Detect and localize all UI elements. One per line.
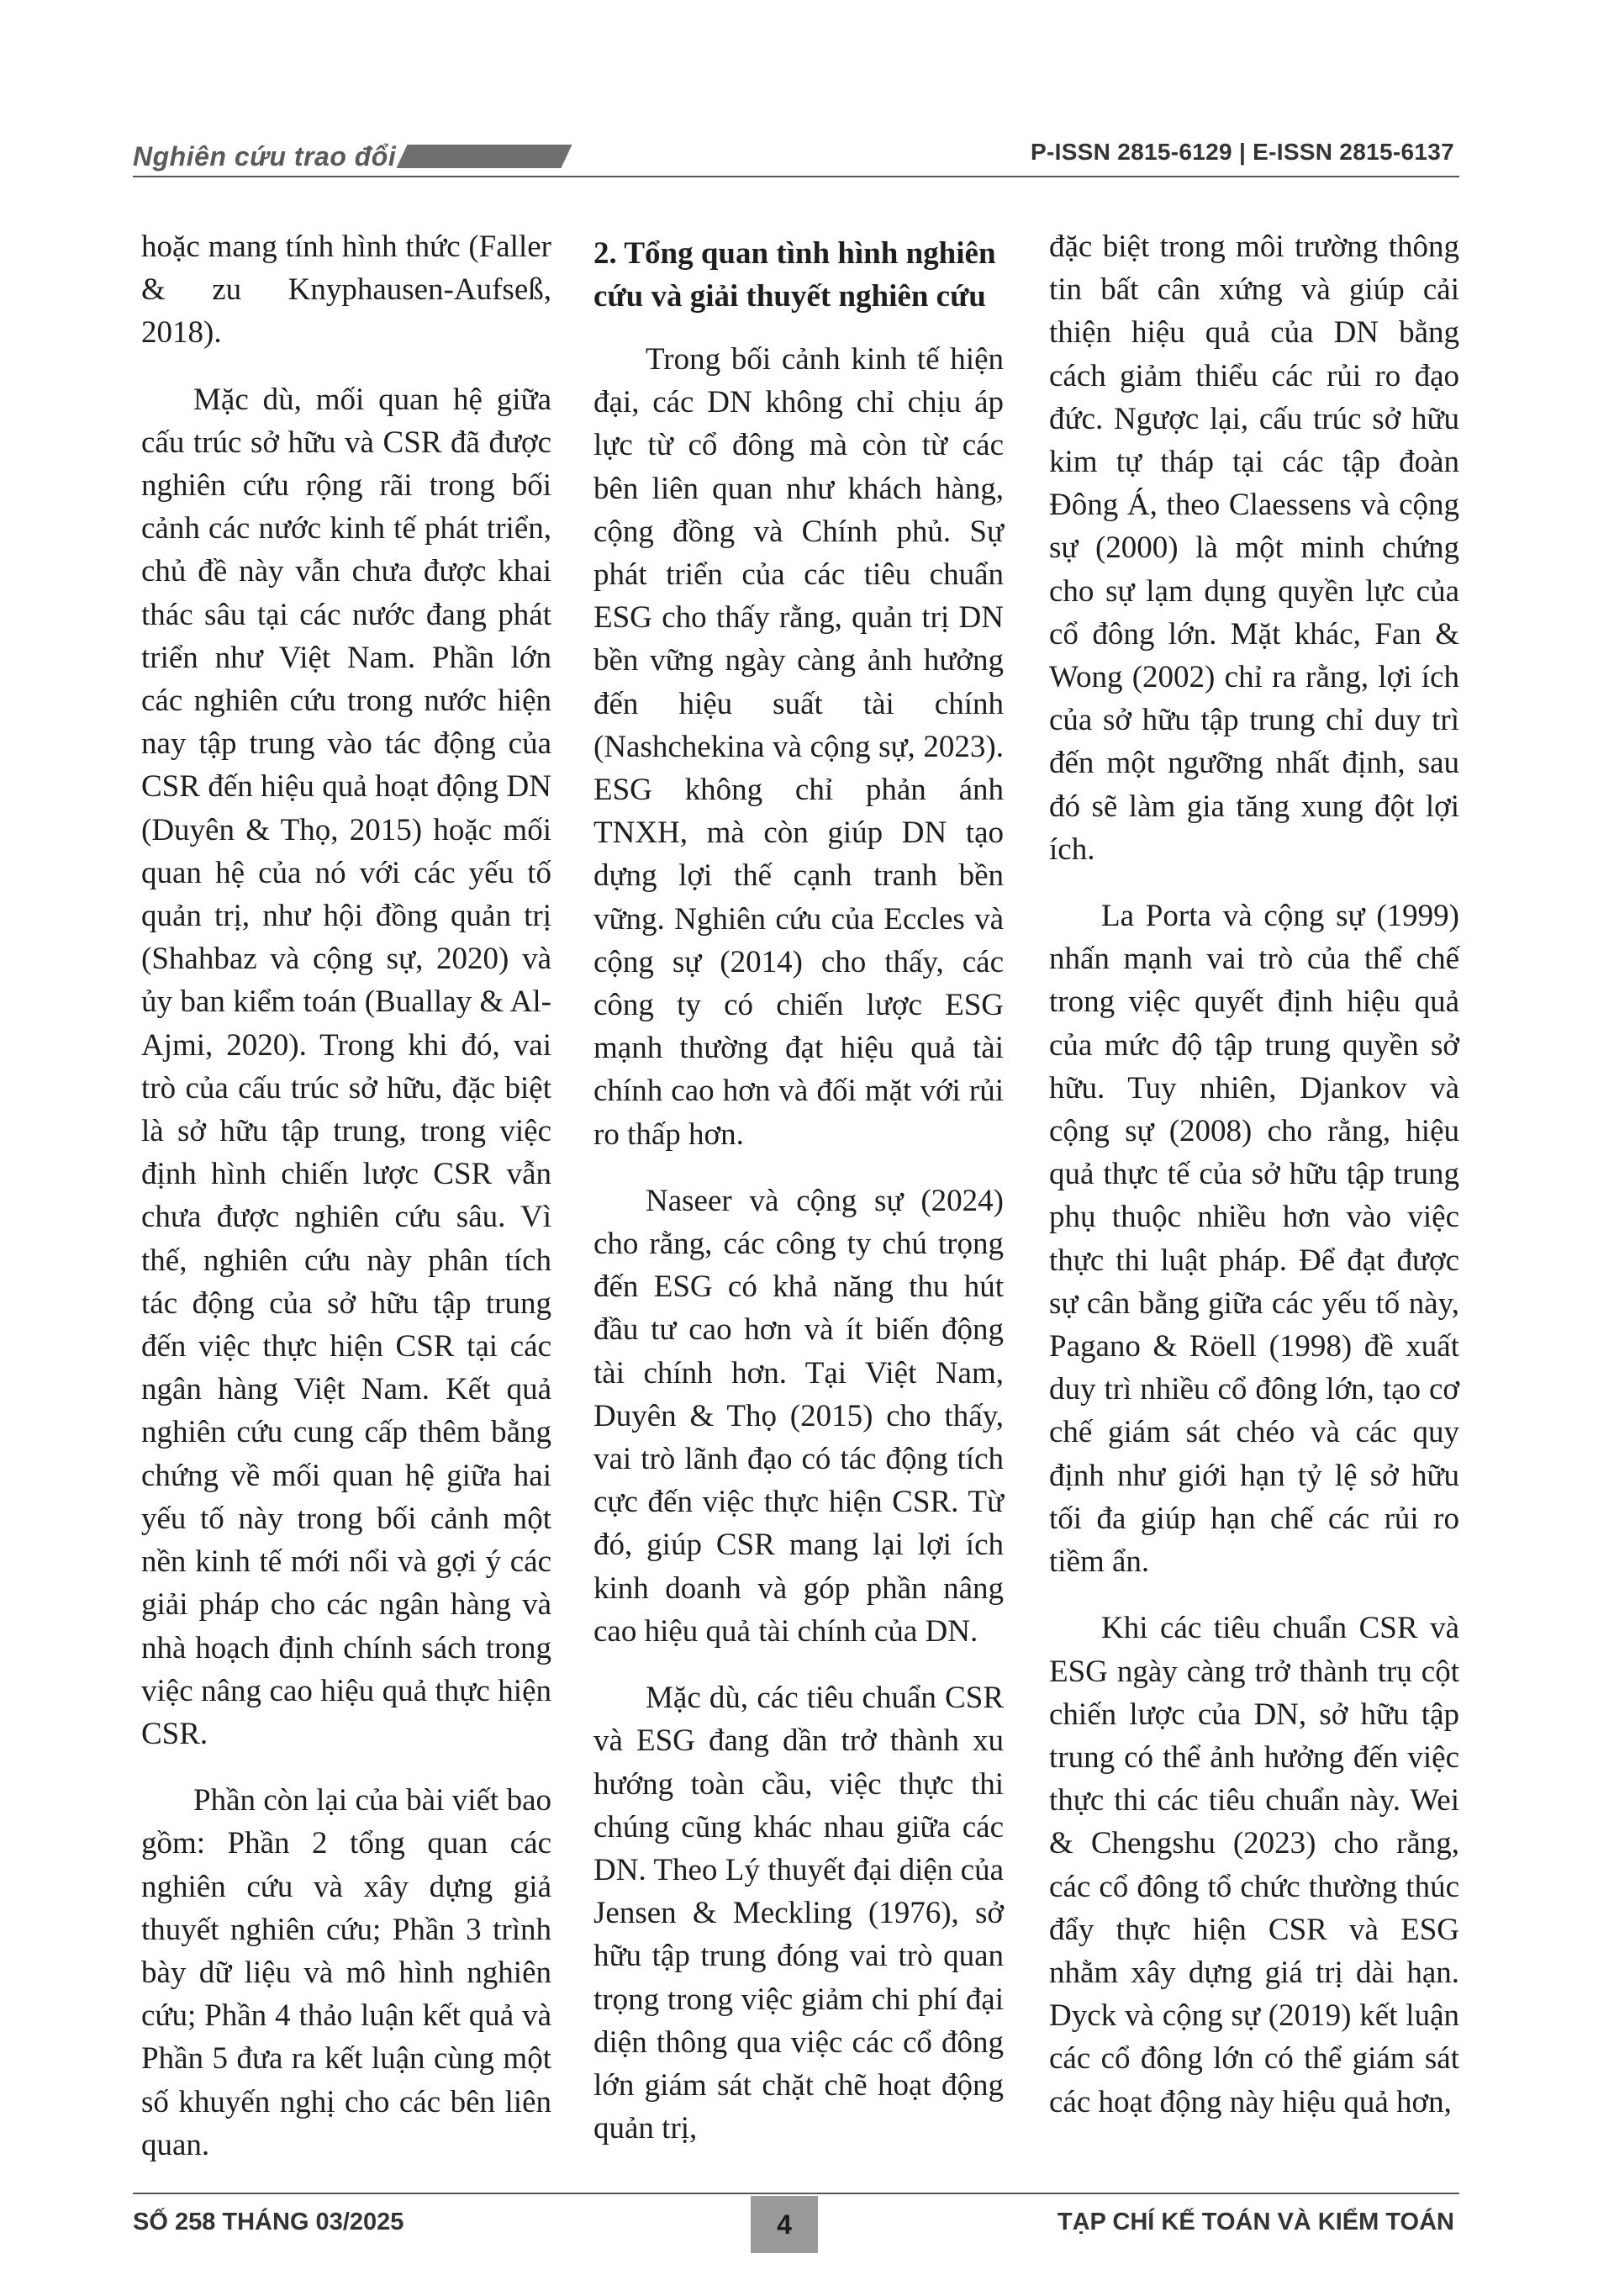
section-title: Nghiên cứu trao đổi [133,141,397,172]
issue-label: SỐ 258 THÁNG 03/2025 [133,2209,404,2235]
footer-rule [133,2193,1459,2194]
header-decorative-bar [396,145,572,168]
paragraph: Mặc dù, mối quan hệ giữa cấu trúc sở hữu và CSR đã được nghiên cứu rộng rãi trong bối cảnh các nước kinh tế phát triển, chủ đề này vẫn chưa được khai thác sâu tại các nước đang phát triển như Việt Nam. Phần lớn các nghiên cứu trong nước hiện nay tập trung vào tác động của CSR đến hiệu quả hoạt động DN (Duyên & Thọ, 2015) hoặc mối quan hệ của nó với các yếu tố quản trị, như hội đồng quản trị (Shahbaz và cộng sự, 2020) và ủy ban kiểm toán (Buallay & Al-Ajmi, 2020). Trong khi đó, vai trò của cấu trúc sở hữu, đặc biệt là sở hữu tập trung, trong việc định hình chiến lược CSR vẫn chưa được nghiên cứu sâu. Vì thế, nghiên cứu này phân tích tác động của sở hữu tập trung đến việc thực hiện CSR tại các ngân hàng Việt Nam. Kết quả nghiên cứu cung cấp thêm bằng chứng về mối quan hệ giữa hai yếu tố này trong bối cảnh một nền kinh tế mới nổi và gợi ý các giải pháp cho các ngân hàng và nhà hoạch định chính sách trong việc nâng cao hiệu quả thực hiện CSR. [141,382,551,1751]
text-column-2 [593,225,1004,2173]
text-column-3 [1049,225,1459,2147]
paragraph: Khi các tiêu chuẩn CSR và ESG ngày càng trở thành trụ cột chiến lược của DN, sở hữu tập trung có thể ảnh hưởng đến việc thực thi các tiêu chuẩn này. Wei & Chengshu (2023) cho rằng, các cổ đông tổ chức thường thúc đẩy thực hiện CSR và ESG nhằm xây dựng giá trị dài hạn. Dyck và cộng sự (2019) kết luận các cổ đông lớn có thể giám sát các hoạt động này hiệu quả hơn, [1049,1611,1459,2119]
issn-label: P-ISSN 2815-6129 | E-ISSN 2815-6137 [1031,139,1454,165]
paragraph: Naseer và cộng sự (2024) cho rằng, các công ty chú trọng đến ESG có khả năng thu hút đầu tư cao hơn và ít biến động tài chính hơn. Tại Việt Nam, Duyên & Thọ (2015) cho thấy, vai trò lãnh đạo có tác động tích cực đến việc thực hiện CSR. Từ đó, giúp CSR mang lại lợi ích kinh doanh và góp phần nâng cao hiệu quả tài chính của DN. [593,1183,1004,1649]
page-number: 4 [751,2196,818,2253]
journal-name: TẠP CHÍ KẾ TOÁN VÀ KIỂM TOÁN [1057,2209,1454,2235]
section-heading: 2. Tổng quan tình hình nghiên cứu và giải thuyết nghiên cứu [593,236,996,314]
text-column-1 [141,225,551,2190]
paragraph: hoặc mang tính hình thức (Faller & zu Knyphausen-Aufseß, 2018). [141,230,551,351]
paragraph: Mặc dù, các tiêu chuẩn CSR và ESG đang dần trở thành xu hướng toàn cầu, việc thực thi chúng cũng khác nhau giữa các DN. Theo Lý thuyết đại diện của Jensen & Meckling (1976), sở hữu tập trung đóng vai trò quan trọng trong việc giảm chi phí đại diện thông qua việc các cổ đông lớn giám sát chặt chẽ hoạt động quản trị, [593,1681,1004,2146]
paragraph: Phần còn lại của bài viết bao gồm: Phần 2 tổng quan các nghiên cứu và xây dựng giả thuyết nghiên cứu; Phần 3 trình bày dữ liệu và mô hình nghiên cứu; Phần 4 thảo luận kết quả và Phần 5 đưa ra kết luận cùng một số khuyến nghị cho các bên liên quan. [141,1783,551,2162]
paragraph: đặc biệt trong môi trường thông tin bất cân xứng và giúp cải thiện hiệu quả của DN bằng cách giảm thiểu các rủi ro đạo đức. Ngược lại, cấu trúc sở hữu kim tự tháp tại các tập đoàn Đông Á, theo Claessens và cộng sự (2000) là một minh chứng cho sự lạm dụng quyền lực của cổ đông lớn. Mặt khác, Fan & Wong (2002) chỉ ra rằng, lợi ích của sở hữu tập trung chỉ duy trì đến một ngưỡng nhất định, sau đó sẽ làm gia tăng xung đột lợi ích. [1049,230,1459,867]
paragraph: Trong bối cảnh kinh tế hiện đại, các DN không chỉ chịu áp lực từ cổ đông mà còn từ các bên liên quan như khách hàng, cộng đồng và Chính phủ. Sự phát triển của các tiêu chuẩn ESG cho thấy rằng, quản trị DN bền vững ngày càng ảnh hưởng đến hiệu suất tài chính (Nashchekina và cộng sự, 2023). ESG không chỉ phản ánh TNXH, mà còn giúp DN tạo dựng lợi thế cạnh tranh bền vững. Nghiên cứu của Eccles và cộng sự (2014) cho thấy, các công ty có chiến lược ESG mạnh thường đạt hiệu quả tài chính cao hơn và đối mặt với rủi ro thấp hơn. [593,342,1004,1152]
paragraph: La Porta và cộng sự (1999) nhấn mạnh vai trò của thể chế trong việc quyết định hiệu quả của mức độ tập trung quyền sở hữu. Tuy nhiên, Djankov và cộng sự (2008) cho rằng, hiệu quả thực tế của sở hữu tập trung phụ thuộc nhiều hơn vào việc thực thi luật pháp. Để đạt được sự cân bằng giữa các yếu tố này, Pagano & Röell (1998) đề xuất duy trì nhiều cổ đông lớn, tạo cơ chế giám sát chéo và các quy định như giới hạn tỷ lệ sở hữu tối đa giúp hạn chế các rủi ro tiềm ẩn. [1049,899,1459,1580]
header-rule [133,176,1459,177]
